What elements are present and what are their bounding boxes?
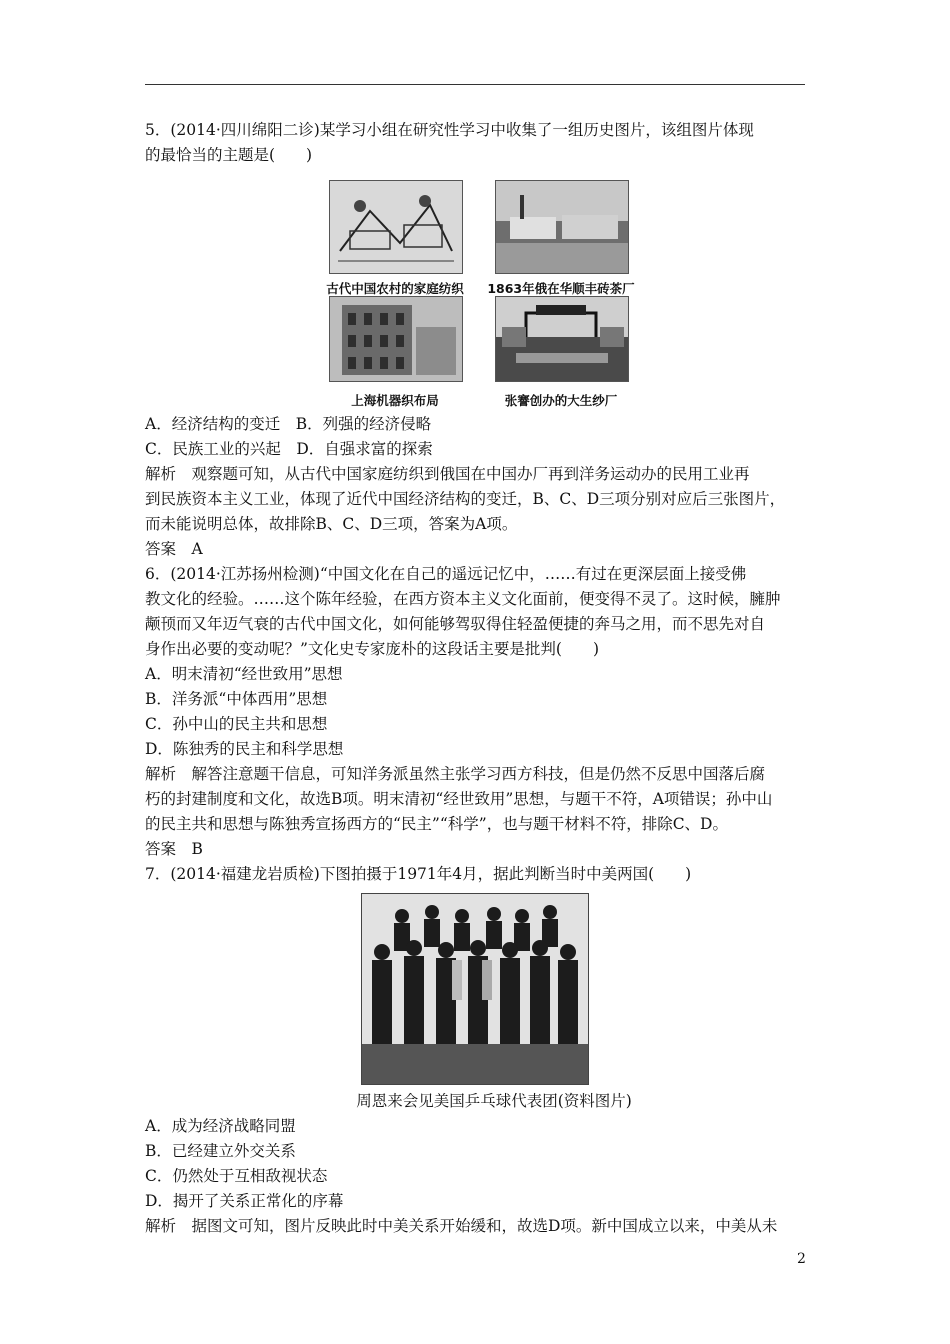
q7-option-a: A．成为经济战略同盟: [145, 1117, 296, 1135]
q5-photo-grid: [145, 172, 807, 406]
q6-option-c: C．孙中山的民主共和思想: [145, 715, 328, 733]
q7-option-d: D．揭开了关系正常化的序幕: [145, 1192, 344, 1210]
photo-shanghai-cloth-mill: [329, 296, 463, 382]
q7-photo-block: [145, 893, 807, 1089]
q7-analysis-line1: 解析 据图文可知，图片反映此时中美关系开始缓和，故选D项。新中国成立以来，中美从未: [145, 1217, 778, 1235]
caption-photo-4: 张謇创办的大生纱厂: [504, 393, 618, 408]
caption-photo-2: 1863年俄在华顺丰砖茶厂: [487, 281, 635, 296]
q6-analysis-line3: 的民主共和思想与陈独秀宣扬西方的“民主”“科学”，也与题干材料不符，排除C、D。: [145, 815, 728, 833]
q6-option-a: A．明末清初“经世致用”思想: [145, 665, 343, 683]
q6-stem-line3: 颟顸而又年迈气衰的古代中国文化，如何能够驾驭得住轻盈便捷的奔马之用，而不思先对自: [145, 615, 766, 633]
q5-analysis-line1: 解析 观察题可知，从古代中国家庭纺织到俄国在中国办厂再到洋务运动办的民用工业再: [145, 465, 750, 483]
q5-options-cd: C．民族工业的兴起 D．自强求富的探索: [145, 440, 433, 458]
photo-home-weaving: [329, 180, 463, 274]
q6-analysis-line2: 朽的封建制度和文化，故选B项。明末清初“经世致用”思想，与题干不符，A项错误；孙中山: [145, 790, 773, 808]
q6-analysis-line1: 解析 解答注意题干信息，可知洋务派虽然主张学习西方科技，但是仍然不反思中国落后腐: [145, 765, 766, 783]
caption-photo-1: 古代中国农村的家庭纺织: [326, 281, 464, 296]
page-content: [145, 118, 807, 1239]
q6-stem-line4: 身作出必要的变动呢？”文化史专家庞朴的这段话主要是批判( ): [145, 640, 600, 658]
q7-photo-caption: 周恩来会见美国乒乓球代表团(资料图片): [356, 1092, 632, 1110]
caption-photo-3: 上海机器织布局: [351, 393, 439, 408]
q5-analysis-line2: 到民族资本主义工业，体现了近代中国经济结构的变迁，B、C、D三项分别对应后三张图片，: [145, 490, 786, 508]
q7-stem: 7．(2014·福建龙岩质检)下图拍摄于1971年4月，据此判断当时中美两国( ): [145, 865, 692, 883]
q6-stem-line2: 教文化的经验。……这个陈年经验，在西方资本主义文化面前，便变得不灵了。这时候，臃肿: [145, 590, 781, 608]
q6-option-b: B．洋务派“中体西用”思想: [145, 690, 328, 708]
q5-stem-line1: 5．(2014·四川绵阳二诊)某学习小组在研究性学习中收集了一组历史图片，该组图片体现: [145, 121, 754, 139]
q5-analysis-line3: 而未能说明总体，故排除B、C、D三项，答案为A项。: [145, 515, 518, 533]
q6-option-d: D．陈独秀的民主和科学思想: [145, 740, 344, 758]
photo-table-tennis-delegation: [361, 893, 589, 1085]
q5-options-ab: A．经济结构的变迁 B．列强的经济侵略: [145, 415, 432, 433]
photo-brick-tea-factory: [495, 180, 629, 274]
header-rule: [145, 84, 805, 85]
q5-answer: 答案 A: [145, 540, 203, 558]
page-number: 2: [797, 1251, 806, 1267]
photo-dasheng-mill: [495, 296, 629, 382]
q5-stem-line2: 的最恰当的主题是( ): [145, 146, 313, 164]
q6-stem-line1: 6．(2014·江苏扬州检测)“中国文化在自己的遥远记忆中，……有过在更深层面上接受佛: [145, 565, 747, 583]
q6-answer: 答案 B: [145, 840, 203, 858]
q7-option-b: B．已经建立外交关系: [145, 1142, 296, 1160]
q7-option-c: C．仍然处于互相敌视状态: [145, 1167, 328, 1185]
